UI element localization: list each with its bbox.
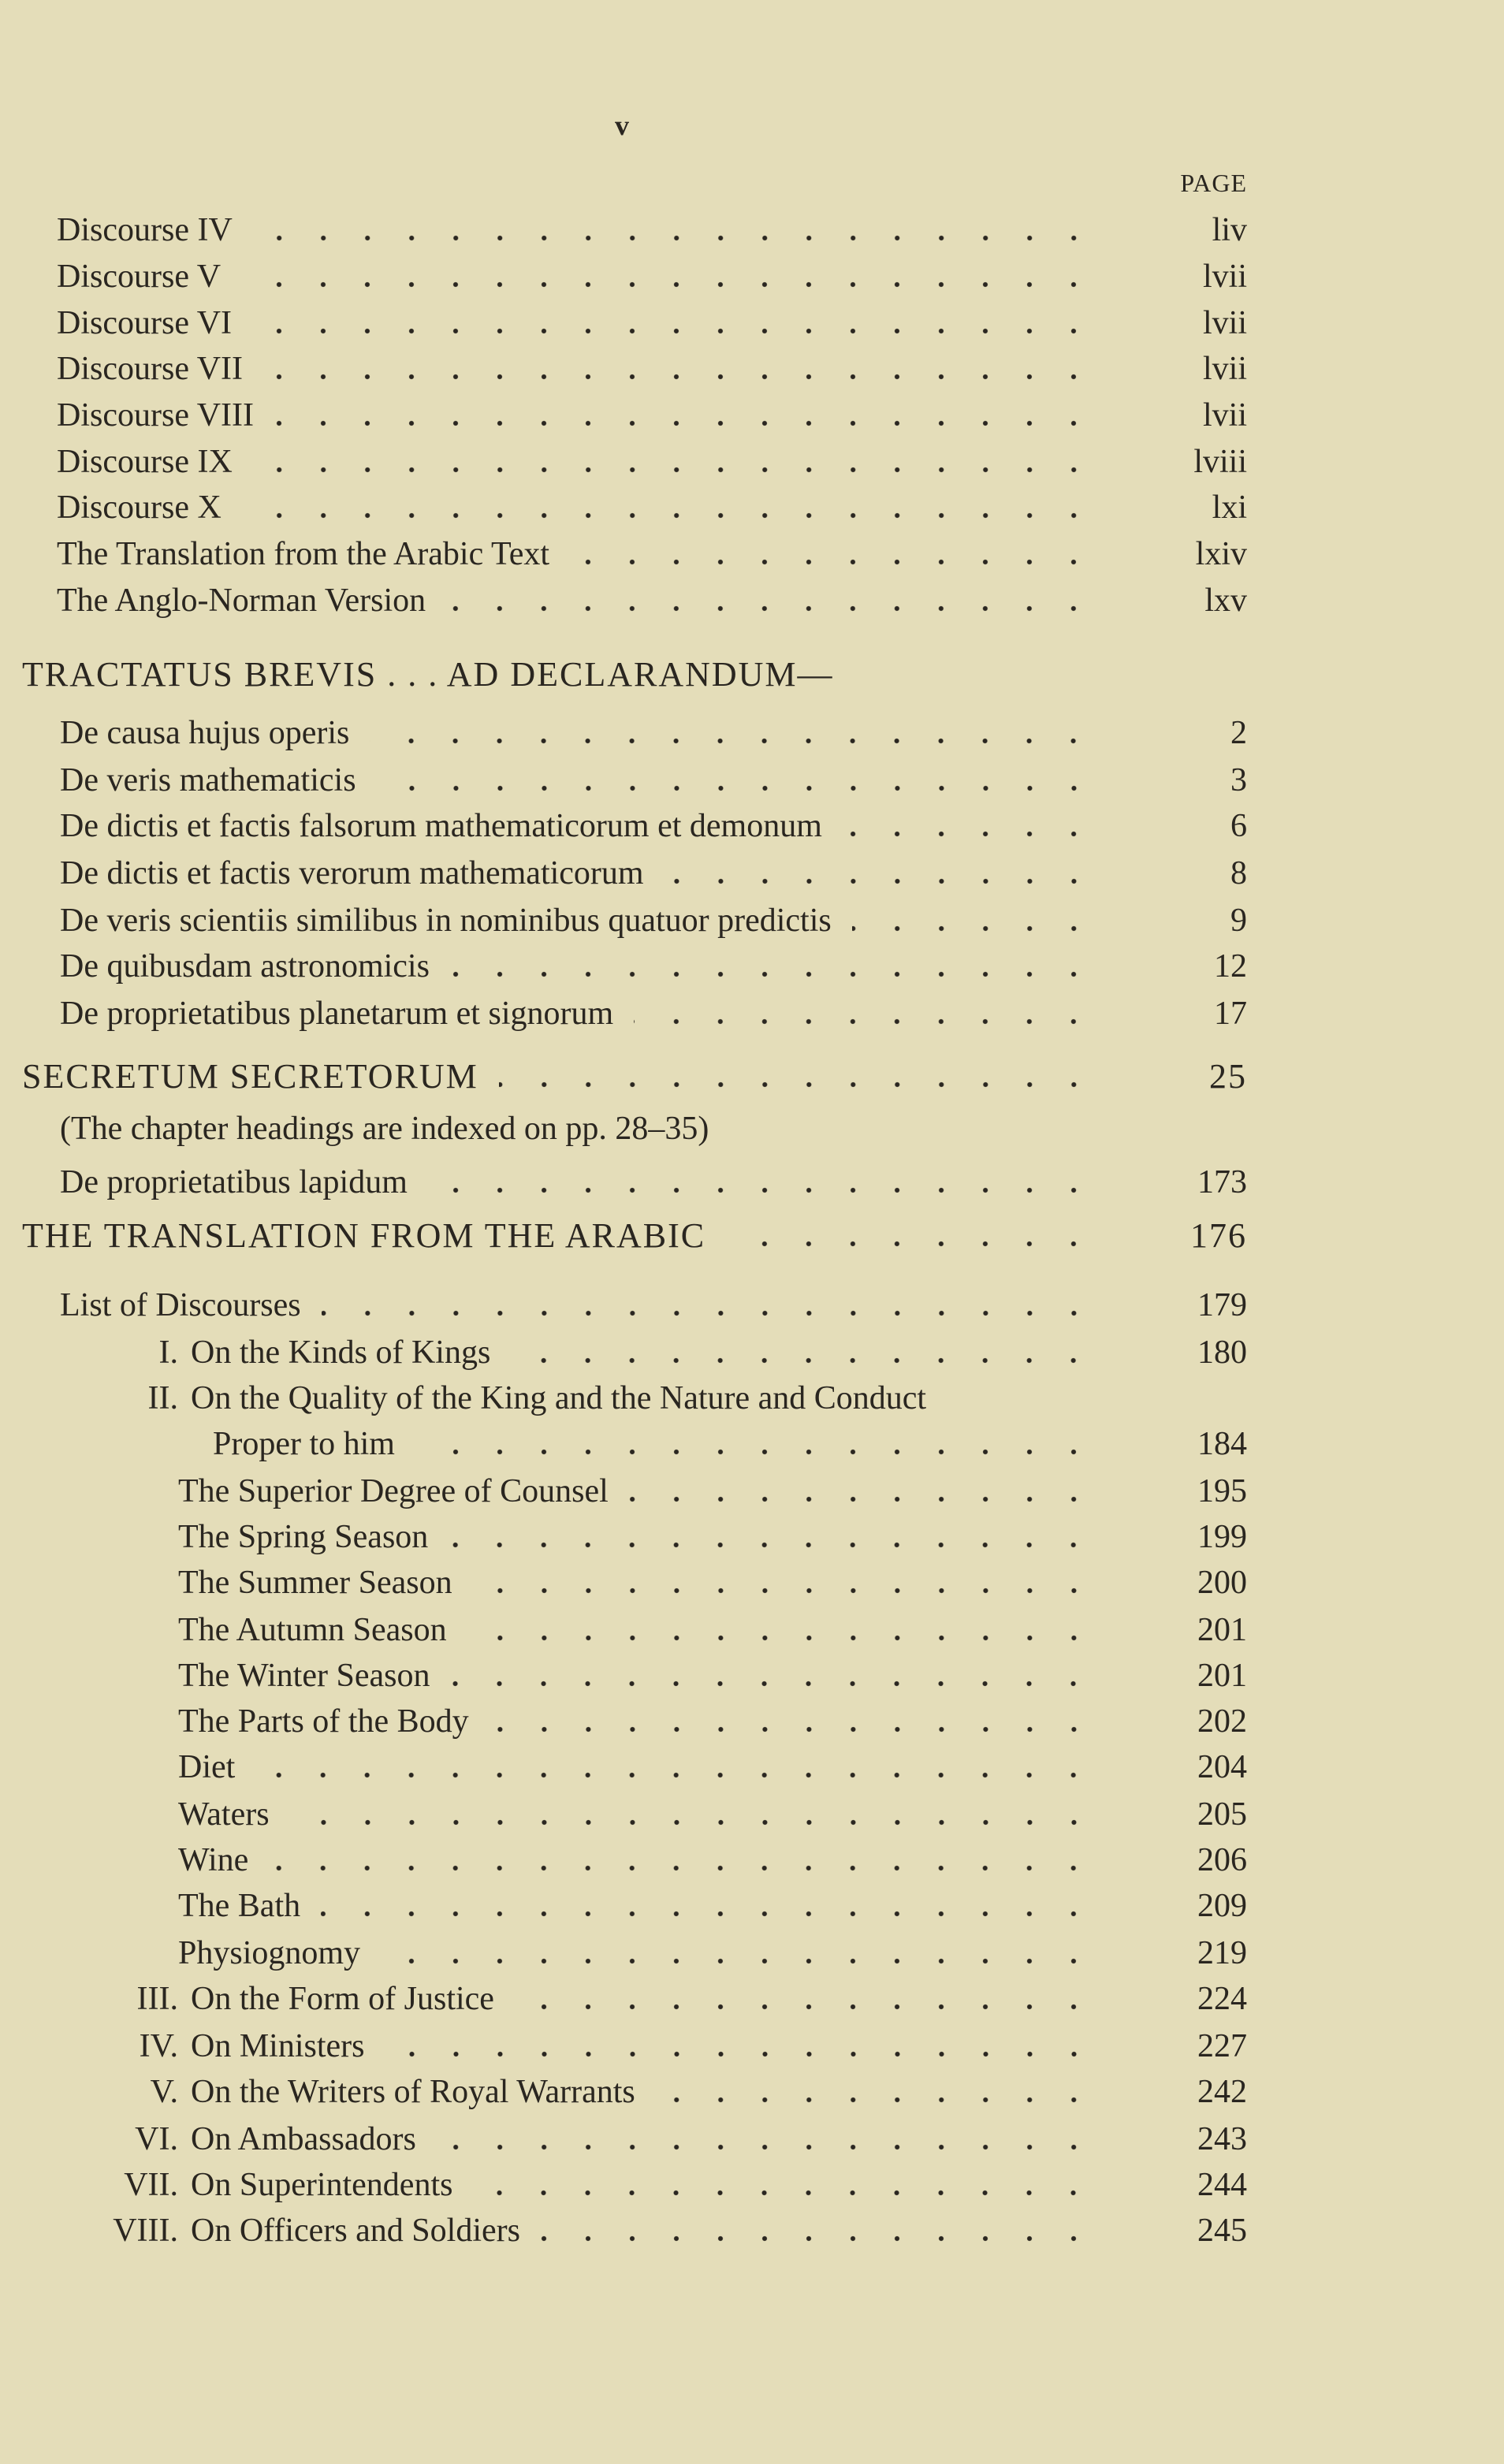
dot-leader: [253, 438, 1096, 486]
entry-number: V.: [150, 2074, 178, 2110]
entry-number: VI.: [135, 2121, 178, 2157]
page-column-header: PAGE: [1180, 169, 1247, 197]
entry-title: Diet: [178, 1749, 236, 1785]
entry-title: The Anglo-Norman Version: [57, 583, 426, 619]
entry-page-number: 244: [1197, 2167, 1247, 2203]
entry-title: On the Kinds of Kings: [191, 1334, 491, 1371]
entry-page-number: lxv: [1204, 583, 1247, 619]
entry-page-number: 245: [1197, 2213, 1247, 2249]
entry-title: The Superior Degree of Counsel: [178, 1473, 609, 1509]
entry-page-number: 25: [1209, 1057, 1247, 1096]
dot-leader: [241, 253, 1096, 300]
entry-title: List of Discourses: [60, 1287, 301, 1323]
toc-entry[interactable]: [178, 1468, 1247, 1515]
entry-title: Discourse IV: [57, 212, 233, 248]
entry-title: On Ambassadors: [191, 2121, 416, 2157]
entry-title: De proprietatibus lapidum: [60, 1164, 408, 1200]
entry-page-number: 8: [1230, 855, 1247, 891]
dot-leader: [274, 392, 1096, 439]
dot-leader: [490, 1698, 1096, 1745]
entry-page-number: lvii: [1202, 351, 1247, 387]
toc-entry[interactable]: [60, 1282, 1247, 1329]
dot-leader: [377, 757, 1096, 804]
entry-title: The Summer Season: [178, 1565, 452, 1601]
toc-entry[interactable]: [135, 2116, 1247, 2163]
dot-leader: [322, 1282, 1096, 1329]
entry-page-number: 219: [1197, 1935, 1247, 1971]
entry-page-number: 2: [1230, 715, 1247, 751]
dot-leader: [242, 484, 1096, 531]
toc-entry[interactable]: [60, 757, 1247, 804]
entry-page-number: lvii: [1202, 397, 1247, 434]
entry-page-number: 180: [1197, 1334, 1247, 1371]
toc-entry[interactable]: [57, 530, 1247, 578]
entry-page-number: 179: [1197, 1287, 1247, 1323]
entry-page-number: 199: [1197, 1519, 1247, 1555]
entry-page-number: 209: [1197, 1888, 1247, 1924]
entry-number: III.: [136, 1981, 178, 2017]
toc-entry[interactable]: [178, 1744, 1247, 1791]
dot-leader: [629, 1468, 1096, 1515]
entry-page-number: 224: [1197, 1981, 1247, 2017]
entry-title: Discourse VIII: [57, 397, 254, 434]
entry-title: On Ministers: [191, 2028, 365, 2064]
entry-number: II.: [147, 1380, 178, 1416]
entry-title: The Winter Season: [178, 1658, 430, 1694]
toc-entry[interactable]: [139, 2023, 1247, 2070]
toc-entry[interactable]: [57, 300, 1247, 347]
entry-page-number: 227: [1197, 2028, 1247, 2064]
entry-title: Discourse VII: [57, 351, 244, 387]
dot-leader: [321, 1882, 1096, 1930]
toc-entry[interactable]: [178, 1559, 1247, 1606]
toc-entry[interactable]: [147, 1375, 927, 1422]
toc-entry[interactable]: [57, 438, 1247, 486]
entry-number: IV.: [139, 2028, 178, 2064]
toc-entry[interactable]: [60, 802, 1247, 850]
dot-leader: [541, 2207, 1096, 2254]
entry-page-number: 201: [1197, 1658, 1247, 1694]
toc-entry[interactable]: [178, 1930, 1247, 1977]
toc-entry[interactable]: [178, 1882, 1247, 1930]
dot-leader: [370, 709, 1096, 757]
entry-page-number: 243: [1197, 2121, 1247, 2157]
toc-entry[interactable]: [57, 345, 1247, 393]
entry-page-number: 205: [1197, 1796, 1247, 1833]
dot-leader: [446, 577, 1096, 624]
entry-title: De dictis et factis falsorum mathematicorum et demonum: [60, 808, 822, 844]
entry-title: The Autumn Season: [178, 1612, 447, 1648]
dot-leader: [263, 345, 1096, 393]
entry-title: The Bath: [178, 1888, 301, 1924]
page-folio: v: [615, 110, 629, 141]
entry-page-number: 201: [1197, 1612, 1247, 1648]
entry-page-number: lxi: [1212, 489, 1247, 526]
entry-title: Wine: [178, 1842, 249, 1878]
dot-leader: [253, 207, 1096, 254]
toc-entry[interactable]: [60, 943, 1247, 990]
entry-title: The Spring Season: [178, 1519, 429, 1555]
entry-title: On Officers and Soldiers: [191, 2213, 520, 2249]
toc-entry[interactable]: [57, 392, 1247, 439]
entry-title: De dictis et factis verorum mathematicorum: [60, 855, 644, 891]
entry-title: De proprietatibus planetarum et signorum: [60, 996, 614, 1032]
entry-number: VII.: [124, 2167, 178, 2203]
toc-entry[interactable]: [57, 253, 1247, 300]
entry-page-number: liv: [1212, 212, 1247, 248]
entry-page-number: 195: [1197, 1473, 1247, 1509]
toc-entry[interactable]: [136, 1975, 1247, 2023]
entry-page-number: lvii: [1202, 259, 1247, 295]
dot-leader: [415, 1420, 1096, 1468]
dot-leader: [450, 943, 1096, 990]
toc-entry[interactable]: [57, 577, 1247, 624]
entry-number: I.: [158, 1334, 178, 1371]
dot-leader: [467, 1606, 1096, 1654]
entry-page-number: 9: [1230, 903, 1247, 939]
toc-entry[interactable]: [178, 1837, 1247, 1884]
toc-entry[interactable]: [57, 484, 1247, 531]
toc-entry[interactable]: [158, 1329, 1247, 1376]
toc-entry[interactable]: [124, 2161, 1247, 2209]
dot-leader: [473, 1559, 1096, 1606]
toc-entry[interactable]: [60, 709, 1247, 757]
dot-leader: [269, 1837, 1096, 1884]
toc-entry[interactable]: [60, 1105, 709, 1152]
dot-leader: [852, 897, 1096, 944]
dot-leader: [656, 2068, 1096, 2116]
entry-page-number: 6: [1230, 808, 1247, 844]
entry-page-number: 17: [1214, 996, 1247, 1032]
entry-page-number: 184: [1197, 1426, 1247, 1462]
entry-title: The Parts of the Body: [178, 1703, 469, 1740]
entry-title: De veris mathematicis: [60, 762, 356, 798]
entry-page-number: 3: [1230, 762, 1247, 798]
toc-entry[interactable]: [178, 1791, 1247, 1838]
entry-title: The Translation from the Arabic Text: [57, 536, 550, 572]
dot-leader: [252, 300, 1096, 347]
dot-leader: [511, 1329, 1096, 1376]
entry-page-number: lviii: [1193, 444, 1247, 480]
dot-leader: [499, 1053, 1096, 1100]
entry-page-number: 12: [1214, 948, 1247, 984]
dot-leader: [450, 1652, 1096, 1699]
toc-entry[interactable]: [178, 1513, 1247, 1561]
entry-title: De veris scientiis similibus in nominibus quatuor predictis: [60, 903, 832, 939]
dot-leader: [428, 1159, 1096, 1206]
toc-entry[interactable]: [60, 1159, 1247, 1206]
toc-entry[interactable]: [178, 1652, 1247, 1699]
entry-title: De causa hujus operis: [60, 715, 350, 751]
entry-title: On the Form of Justice: [191, 1981, 494, 2017]
entry-title: (The chapter headings are indexed on pp. 28–35): [60, 1111, 709, 1147]
toc-entry[interactable]: [60, 897, 1247, 944]
entry-title: TRACTATUS BREVIS . . . AD DECLARANDUM—: [22, 655, 834, 694]
dot-leader: [290, 1791, 1096, 1838]
entry-title: Physiognomy: [178, 1935, 361, 1971]
toc-entry[interactable]: [22, 651, 834, 698]
dot-leader: [385, 2023, 1096, 2070]
dot-leader: [473, 2161, 1096, 2209]
toc-entry[interactable]: [60, 850, 1247, 897]
entry-title: SECRETUM SECRETORUM: [22, 1057, 478, 1096]
entry-title: Proper to him: [213, 1426, 395, 1462]
toc-entry[interactable]: [178, 1698, 1247, 1745]
entry-title: Discourse VI: [57, 305, 233, 341]
toc-entry[interactable]: [150, 2068, 1247, 2116]
entry-page-number: 176: [1190, 1216, 1247, 1255]
entry-number: VIII.: [113, 2213, 178, 2249]
toc-entry[interactable]: [22, 1053, 1247, 1100]
entry-page-number: 173: [1197, 1164, 1247, 1200]
dot-leader: [665, 850, 1096, 897]
entry-title: Discourse V: [57, 259, 222, 295]
dot-leader: [449, 1513, 1096, 1561]
dot-leader: [381, 1930, 1096, 1977]
dot-leader: [726, 1212, 1096, 1260]
dot-leader: [634, 990, 1096, 1037]
toc-entry[interactable]: [57, 207, 1247, 254]
toc-entry[interactable]: [22, 1212, 1247, 1260]
dot-leader: [570, 530, 1096, 578]
toc-entry[interactable]: [113, 2207, 1247, 2254]
dot-leader: [843, 802, 1096, 850]
entry-title: Discourse IX: [57, 444, 233, 480]
entry-page-number: lvii: [1202, 305, 1247, 341]
entry-title: On the Quality of the King and the Nature and Conduct: [191, 1380, 927, 1416]
entry-page-number: 200: [1197, 1565, 1247, 1601]
entry-page-number: 206: [1197, 1842, 1247, 1878]
entry-page-number: lxiv: [1195, 536, 1247, 572]
toc-entry[interactable]: [60, 990, 1247, 1037]
entry-title: On the Writers of Royal Warrants: [191, 2074, 635, 2110]
entry-page-number: 204: [1197, 1749, 1247, 1785]
entry-title: Waters: [178, 1796, 270, 1833]
entry-title: De quibusdam astronomicis: [60, 948, 430, 984]
toc-entry[interactable]: [213, 1420, 1247, 1468]
dot-leader: [515, 1975, 1096, 2023]
entry-page-number: 202: [1197, 1703, 1247, 1740]
dot-leader: [255, 1744, 1096, 1791]
entry-title: On Superintendents: [191, 2167, 453, 2203]
dot-leader: [437, 2116, 1096, 2163]
entry-title: Discourse X: [57, 489, 222, 526]
entry-title: THE TRANSLATION FROM THE ARABIC: [22, 1216, 706, 1255]
entry-page-number: 242: [1197, 2074, 1247, 2110]
toc-entry[interactable]: [178, 1606, 1247, 1654]
